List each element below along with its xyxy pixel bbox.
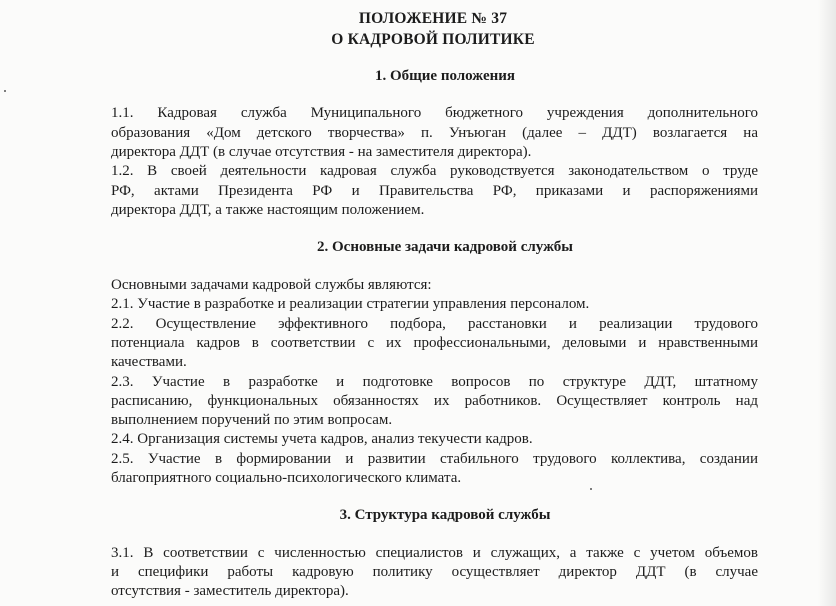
paragraph-line: расписанию, функциональных обязанностях их работников. Осуществляет контроль над bbox=[111, 393, 758, 409]
document-title-number: ПОЛОЖЕНИЕ № 37 bbox=[358, 10, 508, 27]
paragraph-line: выполнением поручений по этим вопросам. bbox=[111, 412, 393, 428]
paragraph-line: благоприятного социально-психологического климата. bbox=[111, 470, 462, 486]
paragraph-line: и специфики работы кадровую политику осуществляет директор ДДТ (в случае bbox=[111, 564, 758, 580]
paragraph-line: качествами. bbox=[111, 354, 187, 370]
scan-speck bbox=[4, 90, 6, 92]
paragraph-line: директора ДДТ, а также настоящим положением. bbox=[111, 202, 425, 218]
paragraph-line: 1.2. В своей деятельности кадровая служба руководствуется законодательством о труде bbox=[111, 163, 758, 179]
paragraph-line: 1.1. Кадровая служба Муниципального бюджетного учреждения дополнительного bbox=[111, 105, 758, 121]
paragraph-line: 2.3. Участие в разработке и подготовке вопросов по структуре ДДТ, штатному bbox=[111, 374, 758, 390]
section-heading-general: 1. Общие положения bbox=[374, 68, 516, 84]
paragraph-line: образования «Дом детского творчества» п. Унъюган (далее – ДДТ) возлагается на bbox=[111, 125, 758, 141]
paragraph-line: 3.1. В соответствии с численностью специалистов и служащих, а также с учетом объемов bbox=[111, 545, 758, 561]
paragraph-line: 2.2. Осуществление эффективного подбора, расстановки и реализации трудового bbox=[111, 316, 758, 332]
paragraph-line: 2.1. Участие в разработке и реализации стратегии управления персоналом. bbox=[111, 296, 590, 312]
paragraph-line: потенциала кадров в соответствии с их профессиональными, деловыми и нравственными bbox=[111, 335, 758, 351]
section-heading-structure: 3. Структура кадровой службы bbox=[339, 507, 551, 523]
paragraph-line: 2.5. Участие в формировании и развитии стабильного трудового коллектива, создании bbox=[111, 451, 758, 467]
paragraph-line: РФ, актами Президента РФ и Правительства РФ, приказами и распоряжениями bbox=[111, 183, 758, 199]
paragraph-line: отсутствия - заместитель директора). bbox=[111, 583, 349, 599]
paragraph-line: Основными задачами кадровой службы являются: bbox=[111, 277, 432, 293]
paragraph-line: 2.4. Организация системы учета кадров, анализ текучести кадров. bbox=[111, 431, 533, 447]
document-title-subject: О КАДРОВОЙ ПОЛИТИКЕ bbox=[331, 31, 535, 48]
section-heading-tasks: 2. Основные задачи кадровой службы bbox=[317, 239, 573, 255]
scan-speck bbox=[590, 488, 592, 490]
paragraph-line: директора ДДТ (в случае отсутствия - на заместителя директора). bbox=[111, 144, 532, 160]
